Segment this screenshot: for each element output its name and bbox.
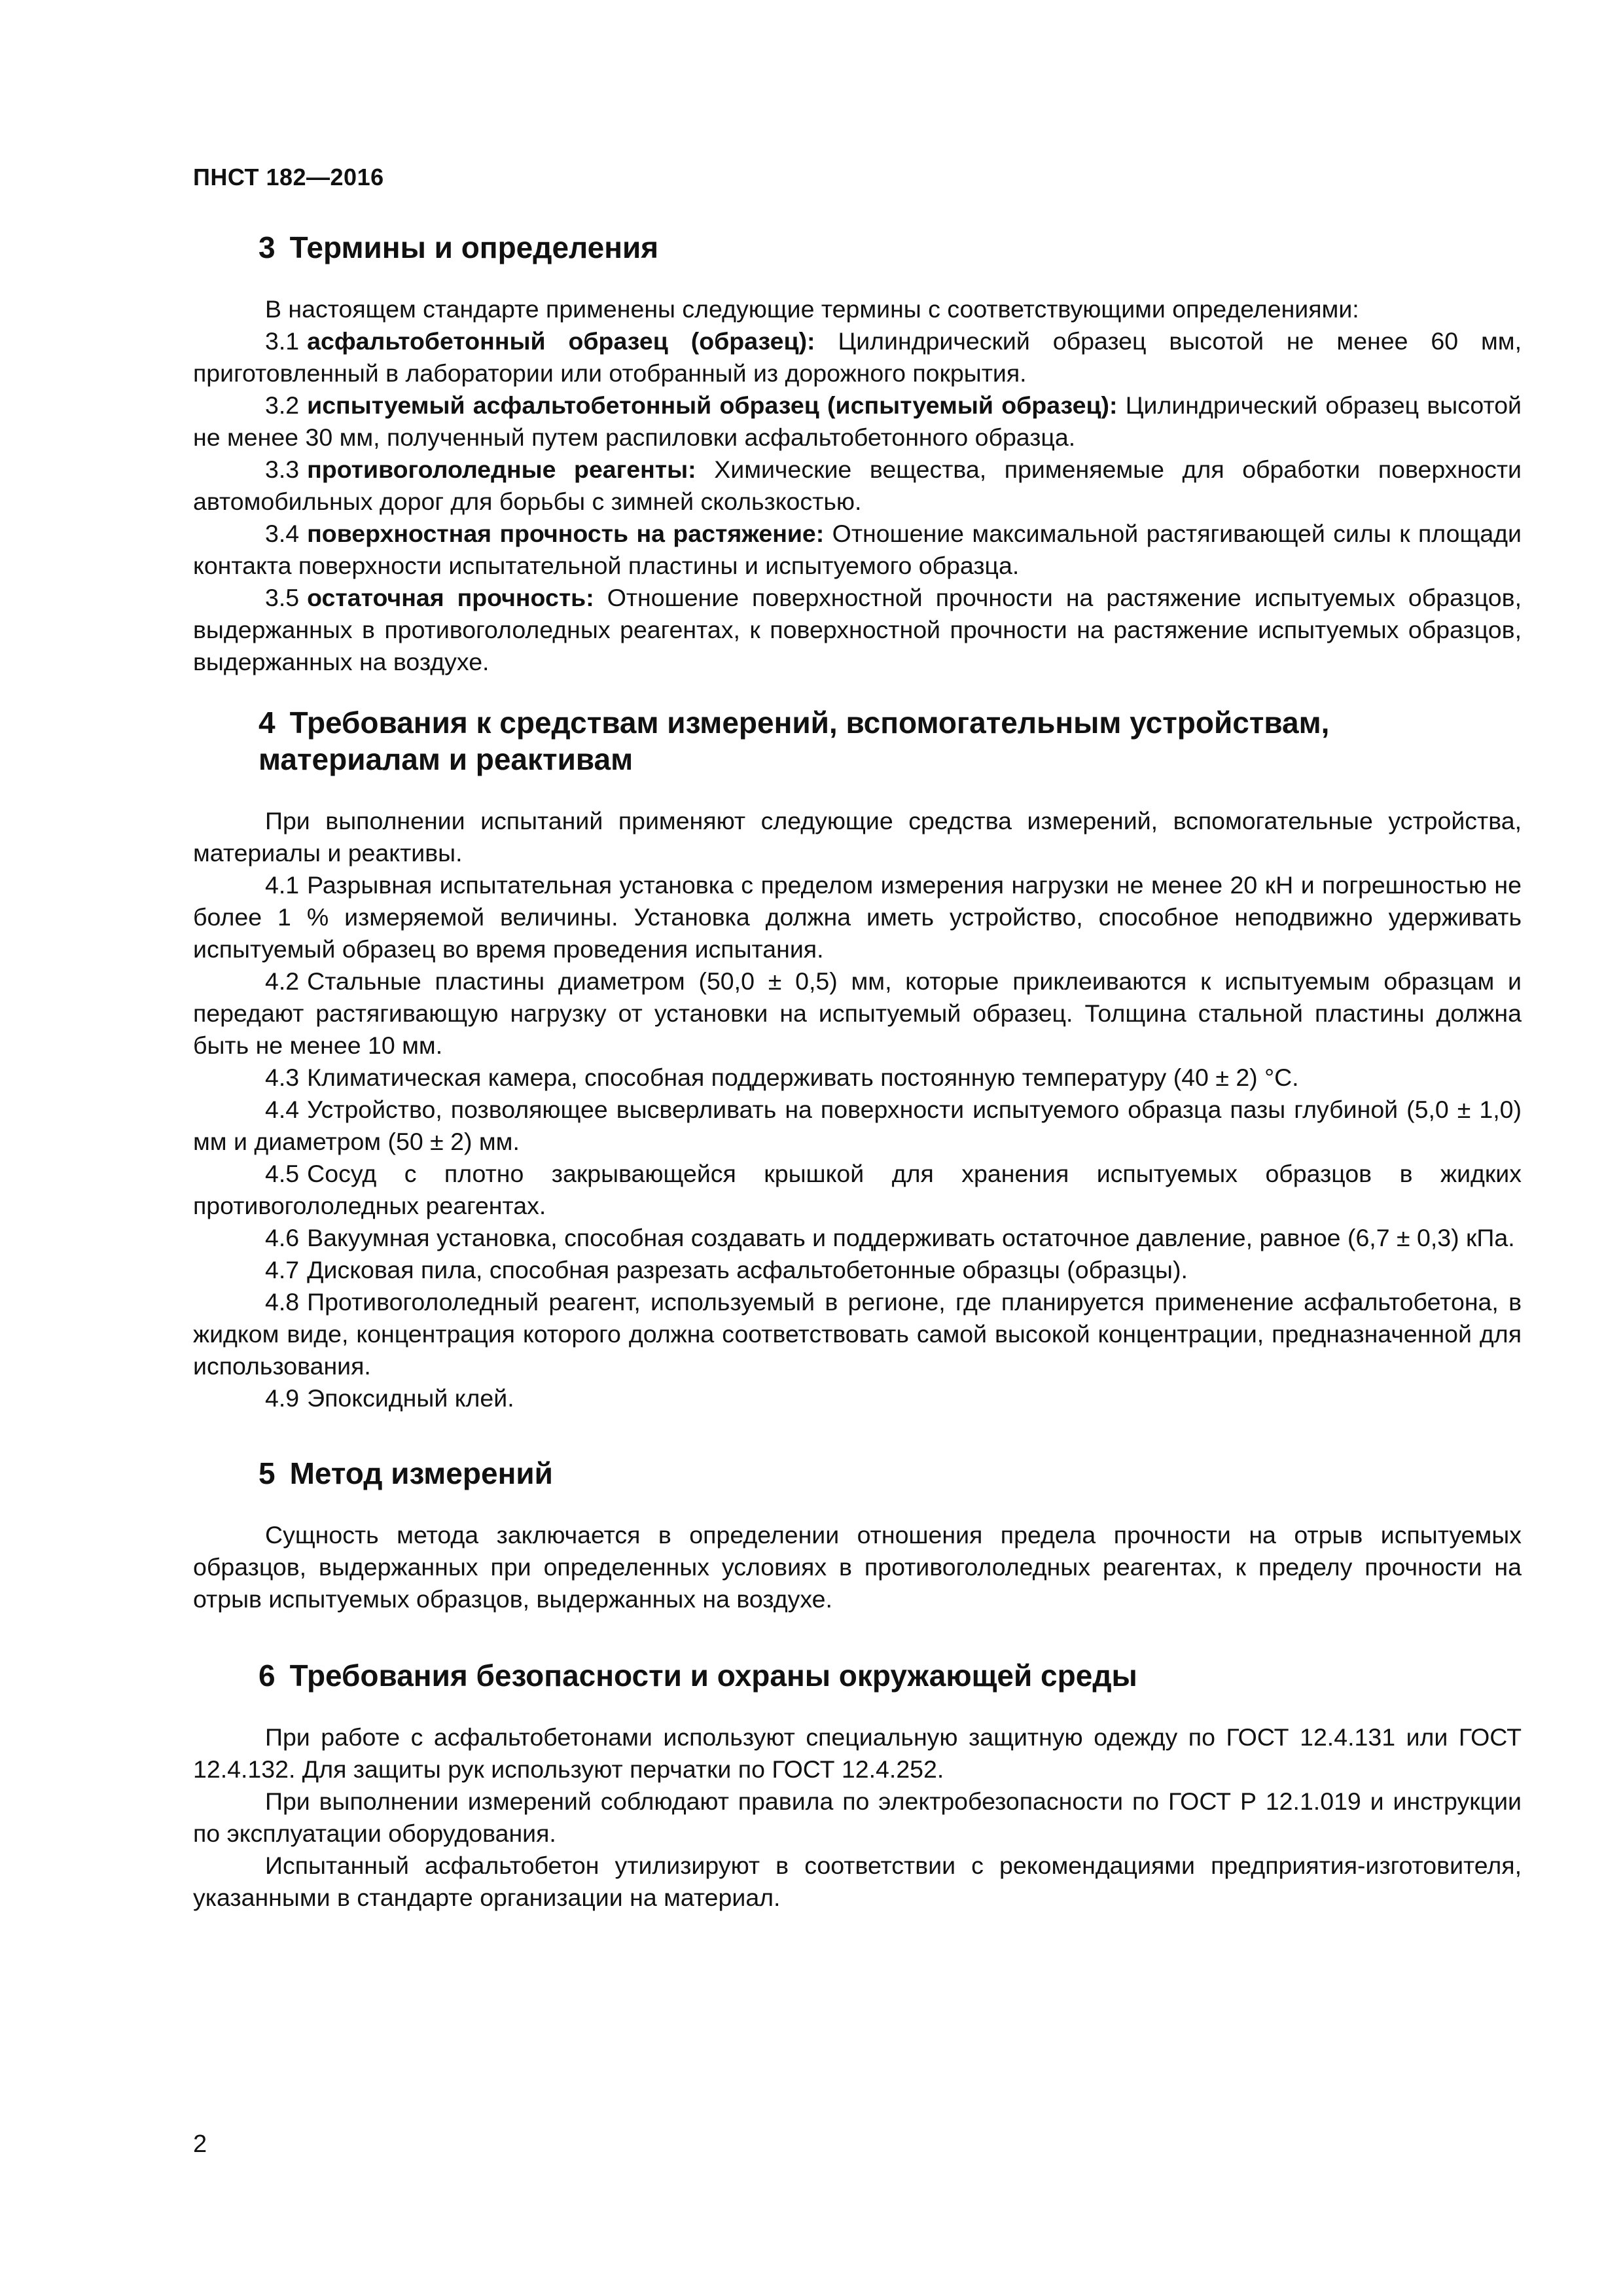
section-3-heading — [259, 229, 1522, 266]
item-4-4: 4.4 Устройство, позволяющее высверливать на поверхности испытуемого образца пазы глубиной (5,0 ± 1,0) мм и диаметром (50 ± 2) мм. — [193, 1096, 1522, 1155]
section-4-intro: При выполнении испытаний применяют следующие средства измерений, вспомогательные устройства, материалы и реактивы. — [193, 807, 1522, 867]
section-6-heading — [259, 1657, 1522, 1694]
item-4-8: 4.8 Противогололедный реагент, используемый в регионе, где планируется применение асфальтобетона, в жидком виде, концентрация которого должна соответствовать самой высокой концентрации, предназначенной для использования. — [193, 1288, 1522, 1380]
page-number: 2 — [193, 2130, 207, 2158]
term-3-3: 3.3 противогололедные реагенты: Химические вещества, применяемые для обработки поверхности автомобильных дорог для борьбы с зимней скользкостью. — [193, 456, 1522, 515]
item-4-6: 4.6 Вакуумная установка, способная создавать и поддерживать остаточное давление, равное (6,7 ± 0,3) кПа. — [265, 1224, 1515, 1251]
term-3-4: 3.4 поверхностная прочность на растяжение: Отношение максимальной растягивающей силы к площади контакта поверхности испытательной пластины и испытуемого образца. — [193, 520, 1522, 579]
term-3-1: 3.1 асфальтобетонный образец (образец): Цилиндрический образец высотой не менее 60 мм, приготовленный в лаборатории или отобранный из дорожного покрытия. — [193, 327, 1522, 387]
section-6-paragraph-3: Испытанный асфальтобетон утилизируют в соответствии с рекомендациями предприятия-изготовителя, указанными в стандарте организации на материал. — [193, 1852, 1522, 1911]
section-5-heading — [259, 1455, 1522, 1492]
section-number: 5 — [259, 1456, 276, 1490]
item-4-2: 4.2 Стальные пластины диаметром (50,0 ± 0,5) мм, которые приклеиваются к испытуемым образцам и передают растягивающую нагрузку от установки на испытуемый образец. Толщина стальной пластины должна быть не менее 10 мм. — [193, 967, 1522, 1059]
spacer — [193, 678, 1522, 704]
item-4-9: 4.9 Эпоксидный клей. — [265, 1384, 514, 1412]
section-3-intro: В настоящем стандарте применены следующие термины с соответствующими определениями: — [265, 295, 1359, 323]
item-4-3: 4.3 Климатическая камера, способная поддерживать постоянную температуру (40 ± 2) °C. — [265, 1064, 1299, 1091]
spacer — [193, 1615, 1522, 1657]
section-number: 3 — [259, 230, 276, 264]
item-4-5: 4.5 Сосуд с плотно закрывающейся крышкой для хранения испытуемых образцов в жидких противогололедных реагентах. — [193, 1160, 1522, 1219]
section-title: Требования безопасности и охраны окружающей среды — [289, 1659, 1137, 1693]
section-title: Метод измерений — [289, 1456, 553, 1490]
term-3-2: 3.2 испытуемый асфальтобетонный образец (испытуемый образец): Цилиндрический образец высотой не менее 30 мм, полученный путем распиловки асфальтобетонного образца. — [193, 391, 1522, 451]
section-6-paragraph-2: При выполнении измерений соблюдают правила по электробезопасности по ГОСТ Р 12.1.019 и инструкции по эксплуатации оборудования. — [193, 1787, 1522, 1847]
section-6-paragraph-1: При работе с асфальтобетонами используют специальную защитную одежду по ГОСТ 12.4.131 или ГОСТ 12.4.132. Для защиты рук используют перчатки по ГОСТ 12.4.252. — [193, 1723, 1522, 1783]
section-number: 4 — [259, 706, 276, 740]
spacer — [193, 1414, 1522, 1455]
section-title-line-1: Требования к средствам измерений, вспомогательным устройствам, — [289, 706, 1330, 740]
term-3-5: 3.5 остаточная прочность: Отношение поверхностной прочности на растяжение испытуемых образцов, выдержанных в противогололедных реагентах, к поверхностной прочности на растяжение испытуемых образцов, выдержанных на воздухе. — [193, 584, 1522, 675]
section-title: Термины и определения — [289, 230, 659, 264]
section-4-heading — [259, 704, 1522, 778]
section-number: 6 — [259, 1659, 276, 1693]
document-code: ПНСТ 182—2016 — [193, 164, 384, 190]
section-title-line-2: материалам и реактивам — [259, 742, 633, 776]
page-content — [193, 229, 1522, 1914]
item-4-1: 4.1 Разрывная испытательная установка с пределом измерения нагрузки не менее 20 кН и погрешностью не более 1 % измеряемой величины. Установка должна иметь устройство, способное неподвижно удерживать испытуемый образец во время проведения испытания. — [193, 871, 1522, 963]
section-5-text: Сущность метода заключается в определении отношения предела прочности на отрыв испытуемых образцов, выдержанных при определенных условиях в противогололедных реагентах, к пределу прочности на отрыв испытуемых образцов, выдержанных на воздухе. — [193, 1521, 1522, 1613]
item-4-7: 4.7 Дисковая пила, способная разрезать асфальтобетонные образцы (образцы). — [265, 1256, 1188, 1283]
